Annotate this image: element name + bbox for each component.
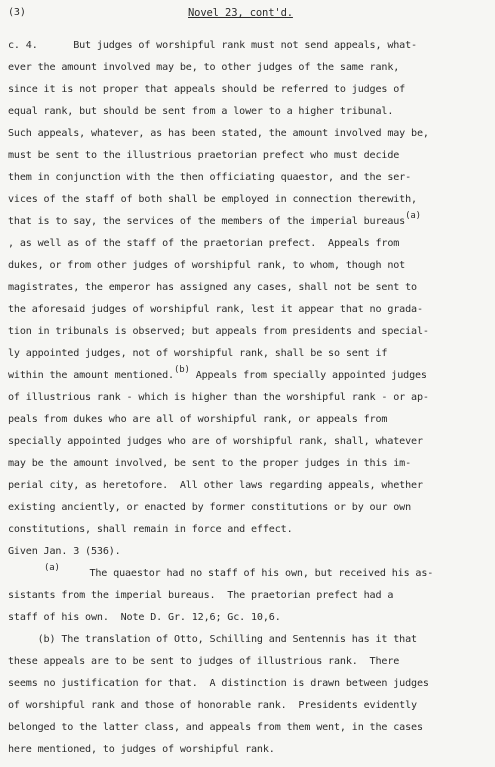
body-line-with-note-b bbox=[8, 365, 427, 382]
body-line: specially appointed judges who are of worshipful rank, shall, whatever bbox=[8, 436, 423, 447]
body-line: ever the amount involved may be, to other judges of the same rank, bbox=[8, 62, 400, 73]
body-line: since it is not proper that appeals should be referred to judges of bbox=[8, 84, 406, 95]
footnote-line: these appeals are to be sent to judges of illustrious rank. There bbox=[8, 656, 400, 667]
body-line: c. 4. But judges of worshipful rank must not send appeals, what- bbox=[8, 40, 417, 51]
footnote-line: belonged to the latter class, and appeals from them went, in the cases bbox=[8, 722, 423, 733]
footnote-marker-b: (b) bbox=[173, 365, 190, 375]
footnote-text: The quaestor had no staff of his own, but received his as- bbox=[59, 568, 434, 579]
footnote-line: staff of his own. Note D. Gr. 12,6; Gc. 10,6. bbox=[8, 612, 281, 623]
footnote-line: here mentioned, to judges of worshipful rank. bbox=[8, 744, 275, 755]
body-line-text: that is to say, the services of the members of the imperial bureaus bbox=[8, 216, 406, 227]
footnote-marker-a: (a) bbox=[405, 211, 421, 221]
body-line-with-note-a bbox=[8, 211, 421, 228]
body-line: tion in tribunals is observed; but appeals from presidents and special- bbox=[8, 326, 429, 337]
body-line-text: Appeals from specially appointed judges bbox=[189, 370, 427, 381]
body-line: peals from dukes who are all of worshipful rank, or appeals from bbox=[8, 414, 388, 425]
footnote-b-first-line: (b) The translation of Otto, Schilling and Sentennis has it that bbox=[8, 634, 417, 645]
body-line: equal rank, but should be sent from a lower to a higher tribunal. bbox=[8, 106, 394, 117]
body-line: must be sent to the illustrious praetorian prefect who must decide bbox=[8, 150, 400, 161]
page-title: Novel 23, cont'd. bbox=[188, 7, 293, 19]
body-line: perial city, as heretofore. All other laws regarding appeals, whether bbox=[8, 480, 423, 491]
body-line: of illustrious rank - which is higher than the worshipful rank - or ap- bbox=[8, 392, 429, 403]
page-number: (3) bbox=[8, 7, 26, 18]
body-line: magistrates, the emperor has assigned any cases, shall not be sent to bbox=[8, 282, 417, 293]
body-line: Such appeals, whatever, as has been stated, the amount involved may be, bbox=[8, 128, 429, 139]
footnote-a-first-line bbox=[8, 563, 434, 580]
body-line-text: within the amount mentioned. bbox=[8, 370, 174, 381]
body-line: existing anciently, or enacted by former constitutions or by our own bbox=[8, 502, 412, 513]
body-line: them in conjunction with the then officiating quaestor, and the ser- bbox=[8, 172, 412, 183]
body-line: dukes, or from other judges of worshipful rank, to whom, though not bbox=[8, 260, 406, 271]
body-line: the aforesaid judges of worshipful rank, lest it appear that no grada- bbox=[8, 304, 423, 315]
footnote-line: sistants from the imperial bureaus. The praetorian prefect had a bbox=[8, 590, 394, 601]
body-line: constitutions, shall remain in force and effect. bbox=[8, 524, 293, 535]
body-line: ly appointed judges, not of worshipful rank, shall be so sent if bbox=[8, 348, 388, 359]
date-line: Given Jan. 3 (536). bbox=[8, 546, 121, 557]
footnote-line: seems no justification for that. A distinction is drawn between judges bbox=[8, 678, 429, 689]
footnote-a-marker: (a) bbox=[44, 563, 60, 573]
body-line: may be the amount involved, be sent to the proper judges in this im- bbox=[8, 458, 412, 469]
body-line: vices of the staff of both shall be employed in connection therewith, bbox=[8, 194, 417, 205]
footnote-line: of worshipful rank and those of honorable rank. Presidents evidently bbox=[8, 700, 417, 711]
body-line: , as well as of the staff of the praetorian prefect. Appeals from bbox=[8, 238, 400, 249]
